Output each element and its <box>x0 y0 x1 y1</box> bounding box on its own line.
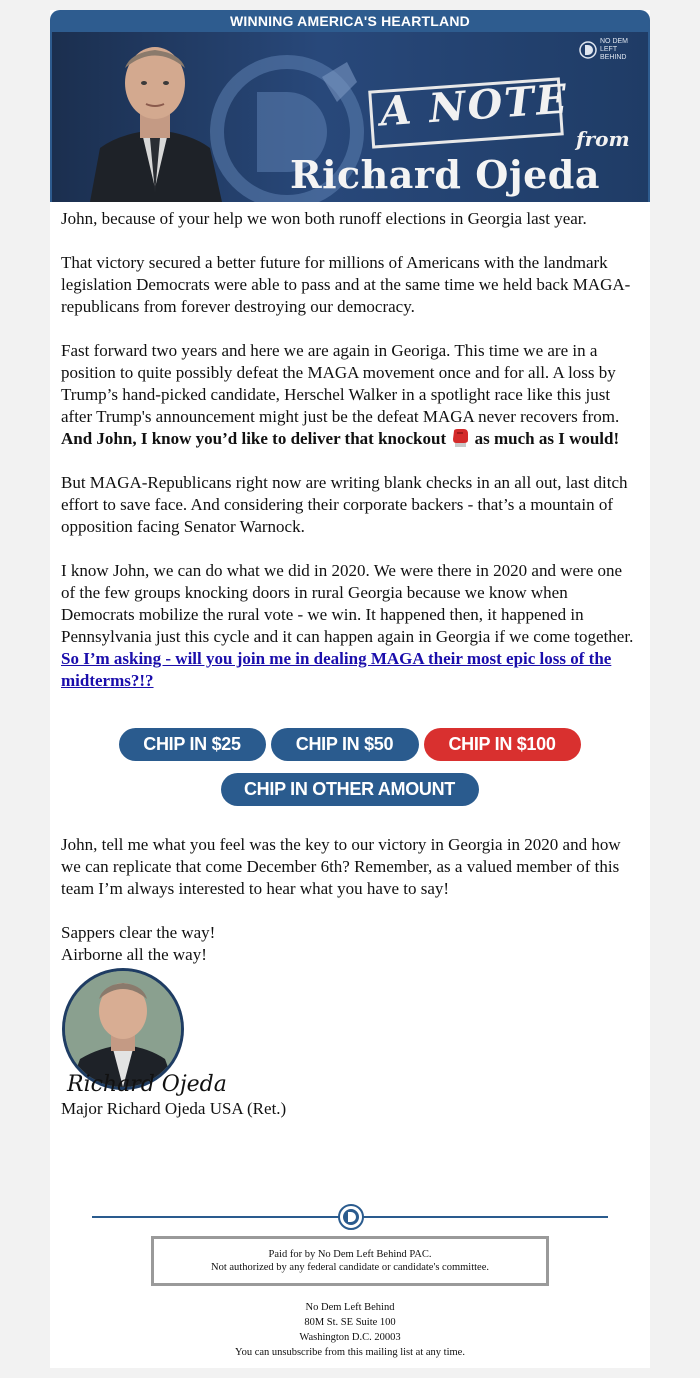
paragraph-2: That victory secured a better future for millions of Americans with the landmark legislation Democrats were able to pass and at the same time we held back MAGA-republicans from forever destroying our democracy. <box>61 253 631 316</box>
email-footer <box>50 1202 650 1360</box>
join-me-link[interactable]: So I’m asking - will you join me in dealing MAGA their most epic loss of the midterms?!? <box>61 649 612 690</box>
city-address: Washington D.C. 20003 <box>299 1332 401 1343</box>
paid-for-line: Paid for by No Dem Left Behind PAC. <box>268 1249 432 1260</box>
not-authorized-line: Not authorized by any federal candidate or candidate's committee. <box>211 1262 489 1273</box>
street-address: 80M St. SE Suite 100 <box>304 1317 396 1328</box>
handwritten-signature: Richard Ojeda <box>67 1072 227 1097</box>
chip-in-50-button[interactable]: CHIP IN $50 <box>271 728 419 761</box>
paragraph-4: But MAGA-Republicans right now are writing blank checks in an all out, last ditch effort to save face. And considering their corporate backers - that’s a mountain of opposition facing Senator Warnock. <box>61 473 628 536</box>
paid-for-box <box>151 1236 549 1286</box>
avatar-portrait <box>65 971 181 1087</box>
signature-title: Major Richard Ojeda USA (Ret.) <box>61 1099 287 1118</box>
hero-banner <box>50 32 650 202</box>
chip-in-other-amount-button[interactable]: CHIP IN OTHER AMOUNT <box>221 773 479 806</box>
nd-badge-icon <box>579 41 597 59</box>
org-name: No Dem Left Behind <box>305 1302 395 1313</box>
mailing-address <box>50 1300 650 1360</box>
paragraph-6: John, tell me what you feel was the key to our victory in Georgia in 2020 and how we can replicate that come December 6th? Remember, as a valued member of this team I’m always interested to hear what you have to say! <box>61 835 621 898</box>
banner-note-text: A NOTE <box>378 75 571 136</box>
paragraph-3: Fast forward two years and here we are again in Georiga. This time we are in a position to quite possibly defeat the MAGA movement once and for all. A loss by Trump’s hand-picked candidate, Herschel Walker in a spotlight race like this just after Trump's announcement might just be the defeat MAGA never recovers from. And John, I know you’d like to deliver that knockout as much as I would! <box>61 341 620 448</box>
banner-name-text: Richard Ojeda <box>290 152 600 197</box>
chip-buttons-row-1 <box>61 728 638 761</box>
nd-divider-logo-icon <box>338 1204 364 1230</box>
chip-in-25-button[interactable]: CHIP IN $25 <box>119 728 266 761</box>
sign-off-line-1: Sappers clear the way! <box>61 923 216 942</box>
email-body <box>50 202 650 1120</box>
sign-off-line-2: Airborne all the way! <box>61 945 207 964</box>
chip-buttons-row-2 <box>61 773 638 806</box>
paragraph-1: John, because of your help we won both runoff elections in Georgia last year. <box>61 209 587 228</box>
unsubscribe-text: You can unsubscribe from this mailing list at any time. <box>235 1347 465 1358</box>
richard-ojeda-photo <box>80 38 230 202</box>
email-container <box>50 10 650 1368</box>
no-dem-left-behind-logo: NO DEM LEFT BEHIND <box>579 38 642 62</box>
boxing-glove-icon <box>450 429 470 447</box>
chip-in-100-button[interactable]: CHIP IN $100 <box>424 728 581 761</box>
banner-from-text: from <box>576 127 630 151</box>
paragraph-5: I know John, we can do what we did in 2020. We were there in 2020 and were one of the few groups knocking doors in rural Georgia because we know when Democrats mobilize the rural vote - we win. It happened then, it happened in Pennsylvania just this cycle and it can happen again in Georgia if we come together. So I’m asking - will you join me in dealing MAGA their most epic loss of the midterms?!? <box>61 561 634 690</box>
header-title: WINNING AMERICA'S HEARTLAND <box>50 10 650 32</box>
footer-divider <box>50 1204 650 1228</box>
